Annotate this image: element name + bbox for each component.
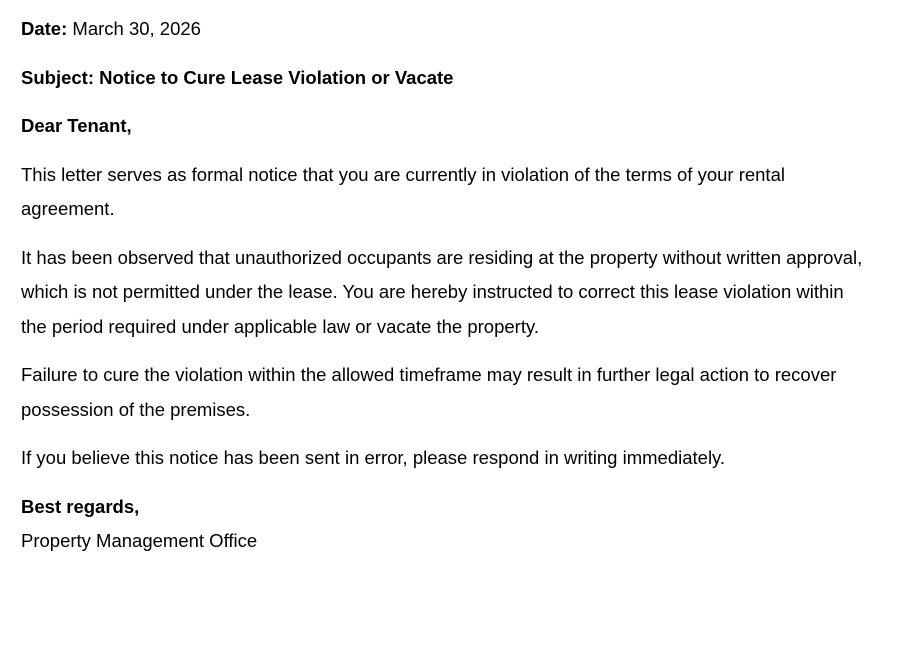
date-label: Date:: [21, 18, 68, 39]
sender-name: Property Management Office: [21, 530, 258, 551]
body-paragraph: It has been observed that unauthorized occupants are residing at the property without written approval, which is not permitted under the lease. You are hereby instructed to correct this lease violation within the period required under applicable law or vacate the property.: [21, 246, 863, 337]
closing: Best regards,: [21, 495, 140, 517]
signature-block: [21, 490, 871, 559]
body-paragraph: This letter serves as formal notice that you are currently in violation of the terms of your rental agreement.: [21, 163, 785, 219]
body-paragraph: Failure to cure the violation within the allowed timeframe may result in further legal action to recover possession of the premises.: [21, 364, 837, 420]
date-line: [21, 12, 871, 47]
letter-document: [21, 12, 871, 559]
subject-line: Subject: Notice to Cure Lease Violation or Vacate: [21, 66, 454, 88]
body-paragraph: If you believe this notice has been sent in error, please respond in writing immediately.: [21, 447, 726, 468]
salutation: Dear Tenant,: [21, 115, 132, 136]
date-value: March 30, 2026: [72, 18, 201, 39]
